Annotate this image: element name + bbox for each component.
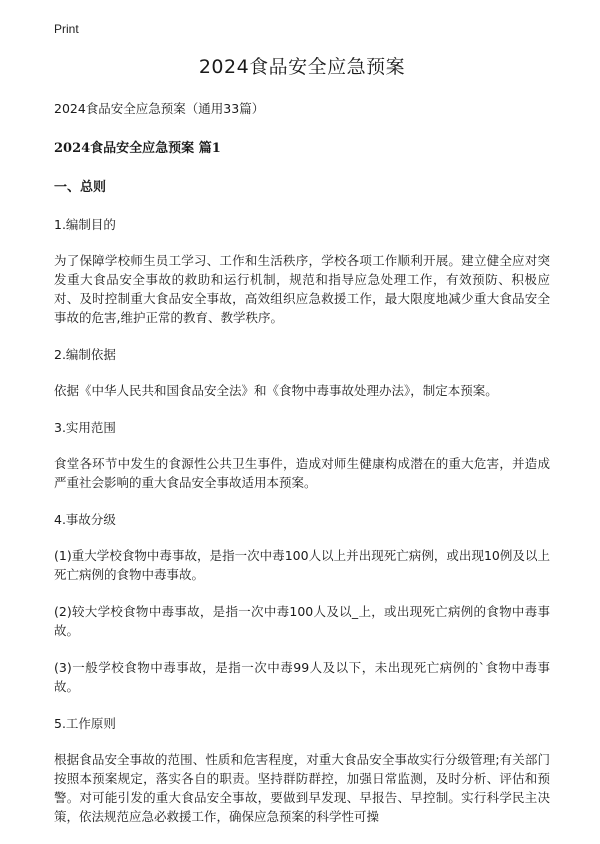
part-heading: 2024食品安全应急预案 篇1 bbox=[54, 141, 221, 156]
section-item-purpose bbox=[54, 215, 550, 327]
paragraph: (2)较大学校食物中毒事故，是指一次中毒100人及以_上，或出现死亡病例的食物中毒事故。 bbox=[54, 604, 550, 638]
section-heading: 一、总则 bbox=[54, 180, 107, 195]
paragraph: 食堂各环节中发生的食源性公共卫生事件，造成对师生健康构成潜在的重大危害，并造成严重社会影响的重大食品安全事故适用本预案。 bbox=[54, 456, 550, 490]
section-item-principles bbox=[54, 714, 550, 826]
print-label: Print bbox=[54, 22, 79, 36]
section-item-basis bbox=[54, 345, 550, 400]
section-item-grading bbox=[54, 510, 550, 696]
item-heading: 4.事故分级 bbox=[54, 512, 116, 527]
paragraph: 依据《中华人民共和国食品安全法》和《食物中毒事故处理办法》，制定本预案。 bbox=[54, 383, 498, 398]
document-subtitle: 2024食品安全应急预案（通用33篇） bbox=[54, 101, 265, 116]
item-heading: 1.编制目的 bbox=[54, 217, 116, 232]
paragraph: 根据食品安全事故的范围、性质和危害程度，对重大食品安全事故实行分级管理;有关部门按照本预案规定，落实各自的职责。坚持群防群控，加强日常监测，及时分析、评估和预警。对可能引发的重大食品安全事故，要做到早发现、早报告、早控制。实行科学民主决策，依法规范应急必救援工作，确保应急预案的科学性可操 bbox=[54, 752, 550, 824]
item-heading: 3.实用范围 bbox=[54, 420, 116, 435]
item-heading: 5.工作原则 bbox=[54, 716, 116, 731]
paragraph: (3)一般学校食物中毒事故，是指一次中毒99人及以下，未出现死亡病例的`食物中毒事故。 bbox=[54, 660, 550, 694]
item-heading: 2.编制依据 bbox=[54, 347, 116, 362]
paragraph: 为了保障学校师生员工学习、工作和生活秩序，学校各项工作顺利开展。建立健全应对突发重大食品安全事故的救助和运行机制，规范和指导应急处理工作，有效预防、积极应对、及时控制重大食品安全事故，高效组织应急救援工作，最大限度地减少重大食品安全事故的危害,维护正常的教育、教学秩序。 bbox=[54, 253, 550, 325]
document-title: 2024食品安全应急预案 bbox=[198, 56, 406, 78]
document-page bbox=[54, 52, 550, 844]
section-item-scope bbox=[54, 418, 550, 492]
paragraph: (1)重大学校食物中毒事故，是指一次中毒100人以上并出现死亡病例，或出现10例及以上死亡病例的食物中毒事故。 bbox=[54, 548, 550, 582]
